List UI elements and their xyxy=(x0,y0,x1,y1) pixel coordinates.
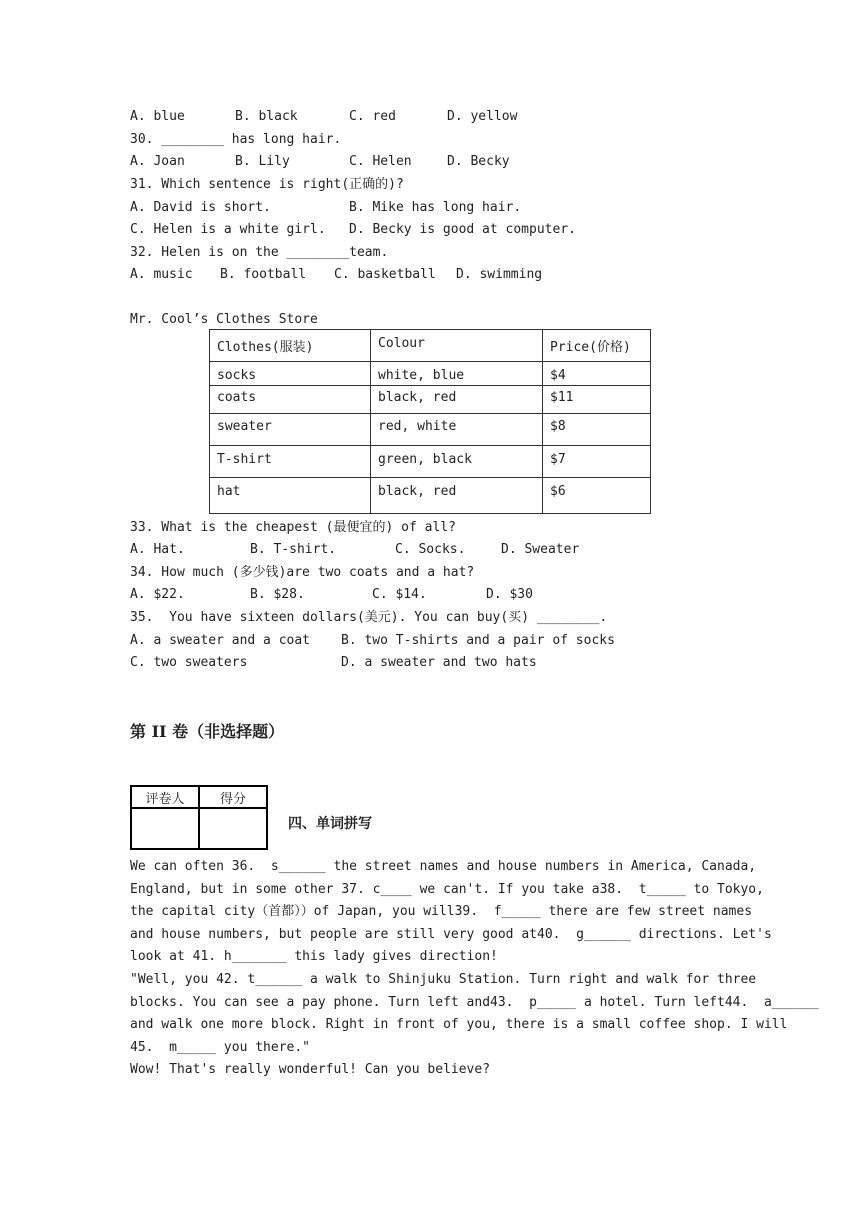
passage-line: "Well, you 42. t______ a walk to Shinjuku Station. Turn right and walk for three xyxy=(130,971,757,987)
q29-option-a: A. blue xyxy=(130,109,185,124)
q29-option-d: D. yellow xyxy=(447,109,518,124)
grader-cell[interactable] xyxy=(131,808,199,849)
table-row xyxy=(210,362,651,386)
q31-option-c: C. Helen is a white girl. xyxy=(130,222,326,237)
table-row xyxy=(210,478,651,514)
q30-option-c: C. Helen xyxy=(349,154,412,169)
q29-option-b: B. black xyxy=(235,109,298,124)
q31-option-a: A. David is short. xyxy=(130,200,271,215)
table-row xyxy=(210,446,651,478)
q30-option-a: A. Joan xyxy=(130,154,185,169)
passage-line: and walk one more block. Right in front of you, there is a small coffee shop. I will xyxy=(130,1017,788,1033)
table-cell: $7 xyxy=(543,446,651,478)
table-cell: coats xyxy=(210,386,371,414)
table-cell: white, blue xyxy=(371,362,543,386)
section-title: 第 II 卷（非选择题） xyxy=(130,722,285,741)
table-cell: T-shirt xyxy=(210,446,371,478)
passage-line: We can often 36. s______ the street names and house numbers in America, Canada, xyxy=(130,859,757,874)
q32-option-c: C. basketball xyxy=(334,267,436,282)
q34-stem: 34. How much (多少钱)are two coats and a hat? xyxy=(130,565,475,580)
score-table xyxy=(130,785,268,850)
passage-line: the capital city（首都））of Japan, you will39. f_____ there are few street names xyxy=(130,904,753,920)
q33-stem: 33. What is the cheapest (最便宜的) of all? xyxy=(130,520,456,535)
score-cell[interactable] xyxy=(199,808,267,849)
q35-option-c: C. two sweaters xyxy=(130,655,248,670)
q32-option-d: D. swimming xyxy=(456,267,543,282)
q31-stem: 31. Which sentence is right(正确的)? xyxy=(130,177,404,192)
passage-line: look at 41. h_______ this lady gives direction! xyxy=(130,949,498,965)
table-cell: green, black xyxy=(371,446,543,478)
table-row xyxy=(210,386,651,414)
q30-option-d: D. Becky xyxy=(447,154,510,169)
q32-option-b: B. football xyxy=(220,267,307,282)
q33-option-b: B. T-shirt. xyxy=(250,542,337,557)
price-table xyxy=(209,329,651,514)
score-header: 得分 xyxy=(199,786,267,808)
q35-option-b: B. two T-shirts and a pair of socks xyxy=(341,633,615,648)
q35-stem: 35. You have sixteen dollars(美元). You can buy(买) ________. xyxy=(130,610,608,625)
q34-option-d: D. $30 xyxy=(486,587,533,602)
table-header-cell: Price(价格) xyxy=(543,330,651,362)
passage-line: and house numbers, but people are still very good at40. g______ directions. Let's xyxy=(130,926,772,942)
q30-stem: 30. ________ has long hair. xyxy=(130,132,342,147)
q33-option-a: A. Hat. xyxy=(130,542,185,557)
q31-option-b: B. Mike has long hair. xyxy=(349,200,522,215)
q32-option-a: A. music xyxy=(130,267,193,282)
table-row xyxy=(210,414,651,446)
q34-option-c: C. $14. xyxy=(372,587,427,602)
table-cell: $4 xyxy=(543,362,651,386)
q33-option-d: D. Sweater xyxy=(501,542,580,557)
table-cell: sweater xyxy=(210,414,371,446)
passage-line: England, but in some other 37. c____ we can't. If you take a38. t_____ to Tokyo, xyxy=(130,881,764,897)
table-cell: hat xyxy=(210,478,371,514)
table-cell: $8 xyxy=(543,414,651,446)
store-title: Mr. Cool’s Clothes Store xyxy=(130,312,318,327)
q31-option-d: D. Becky is good at computer. xyxy=(349,222,576,237)
table-cell: black, red xyxy=(371,478,543,514)
q34-option-b: B. $28. xyxy=(250,587,305,602)
q30-option-b: B. Lily xyxy=(235,154,290,169)
q35-option-d: D. a sweater and two hats xyxy=(341,655,537,670)
q29-option-c: C. red xyxy=(349,109,396,124)
part4-title: 四、单词拼写 xyxy=(288,816,372,832)
table-header-cell: Colour xyxy=(371,330,543,362)
table-header-row xyxy=(210,330,651,362)
table-cell: socks xyxy=(210,362,371,386)
passage-line: blocks. You can see a pay phone. Turn left and43. p_____ a hotel. Turn left44. a______ xyxy=(130,994,819,1010)
q35-option-a: A. a sweater and a coat xyxy=(130,633,311,648)
passage-line: Wow! That's really wonderful! Can you believe? xyxy=(130,1062,491,1078)
table-cell: black, red xyxy=(371,386,543,414)
table-header-cell: Clothes(服装) xyxy=(210,330,371,362)
q32-stem: 32. Helen is on the ________team. xyxy=(130,245,389,260)
q33-option-c: C. Socks. xyxy=(395,542,466,557)
table-cell: $11 xyxy=(543,386,651,414)
passage-line: 45. m_____ you there." xyxy=(130,1039,311,1055)
passage xyxy=(130,856,819,1082)
grader-header: 评卷人 xyxy=(131,786,199,808)
table-cell: $6 xyxy=(543,478,651,514)
q34-option-a: A. $22. xyxy=(130,587,185,602)
table-cell: red, white xyxy=(371,414,543,446)
